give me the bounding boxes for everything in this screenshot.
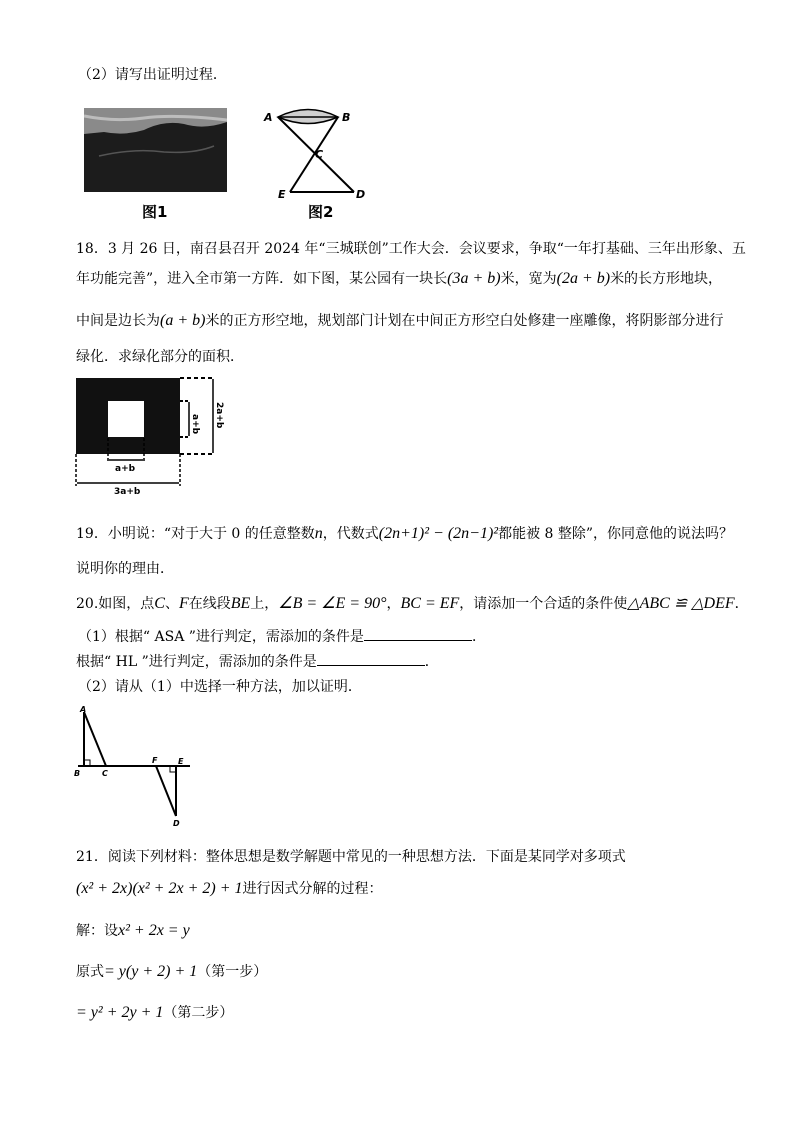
q20-label-F: F (152, 756, 158, 765)
fig2-label-C: C (315, 148, 324, 161)
inner-square (108, 401, 144, 437)
q20-side-condition: BC = EF (400, 595, 460, 612)
q18-line1: 18．3 月 26 日，南召县召开 2024 年“三城联创”工作大会．会议要求，争取“一年打基础、三年出形象、五 (76, 241, 746, 257)
q19-expression: (2n+1)² − (2n−1)² (378, 525, 499, 542)
q19-line2: 说明你的理由． (76, 561, 174, 577)
fig2-label-B: B (342, 111, 351, 124)
fig2-label-E: E (278, 188, 286, 201)
q18-expr-width: (2a + b) (556, 270, 611, 287)
q20-sub2: （2）请从（1）中选择一种方法，加以证明． (78, 679, 362, 695)
q20-figure-triangles (70, 702, 194, 830)
fig2-label-A: A (264, 111, 273, 124)
q18-label-inner-right: a+b (190, 414, 200, 435)
q20-angle-condition: ∠B = ∠E = 90° (278, 595, 387, 612)
q17-part2: （2）请写出证明过程． (78, 67, 227, 83)
q17-figure1-photo (84, 108, 227, 192)
q21-step1-expr: = y(y + 2) + 1 (104, 963, 198, 980)
q19-line1: 19．小明说：“对于大于 0 的任意整数n，代数式(2n+1)² − (2n−1)²都能被 8 整除”，你同意他的说法吗？ (76, 525, 734, 542)
q20-congruence: △ABC ≌ △DEF (627, 595, 735, 612)
q20-label-E: E (178, 757, 184, 766)
q21-line4: 原式= y(y + 2) + 1（第一步） (76, 963, 268, 980)
q18-label-outer-right: 2a+b (214, 402, 224, 429)
q18-line4: 绿化．求绿化部分的面积． (76, 349, 244, 365)
q20-label-C: C (102, 769, 108, 778)
q21-line5: = y² + 2y + 1（第二步） (76, 1004, 234, 1021)
q18-expr-length: (3a + b) (447, 270, 501, 287)
hl-answer-blank[interactable] (317, 651, 425, 666)
q21-line2: (x² + 2x)(x² + 2x + 2) + 1进行因式分解的过程： (76, 880, 383, 897)
q18-line2: 年功能完善”，进入全市第一方阵．如下图，某公园有一块长(3a + b)米，宽为(2a + b)米的长方形地块， (76, 270, 723, 287)
q20-sub1-asa: （1）根据“ ASA ”进行判定，需添加的条件是 ． (78, 626, 486, 646)
fig2-caption: 图2 (308, 203, 334, 221)
fig2-label-D: D (356, 188, 366, 201)
asa-answer-blank[interactable] (364, 626, 472, 641)
q18-label-outer-bottom: 3a+b (114, 487, 141, 497)
q20-line1: 20.如图，点C、F在线段BE上，∠B = ∠E = 90°，BC = EF，请添加一个合适的条件使△ABC ≌ △DEF． (76, 595, 749, 612)
q18-expr-side: (a + b) (160, 312, 206, 329)
q20-label-A: A (80, 705, 87, 714)
q20-label-D: D (173, 819, 180, 828)
q17-figure2-diagram (258, 104, 370, 204)
q20-label-B: B (74, 769, 81, 778)
q18-line3: 中间是边长为(a + b)米的正方形空地，规划部门计划在中间正方形空白处修建一座雕像，将阴影部分进行 (76, 312, 724, 329)
q18-figure-rectangle (72, 372, 232, 498)
q18-label-inner-bottom: a+b (115, 464, 136, 474)
q21-line1: 21．阅读下列材料：整体思想是数学解题中常见的一种思想方法．下面是某同学对多项式 (76, 849, 626, 865)
q21-step2-expr: = y² + 2y + 1 (76, 1004, 164, 1021)
q21-polynomial: (x² + 2x)(x² + 2x + 2) + 1 (76, 880, 243, 897)
fig1-caption: 图1 (142, 203, 168, 221)
q20-sub1-hl: 根据“ HL ”进行判定，需添加的条件是 ． (76, 651, 439, 671)
q21-line3: 解：设x² + 2x = y (76, 922, 190, 939)
q21-substitution: x² + 2x = y (118, 922, 190, 939)
